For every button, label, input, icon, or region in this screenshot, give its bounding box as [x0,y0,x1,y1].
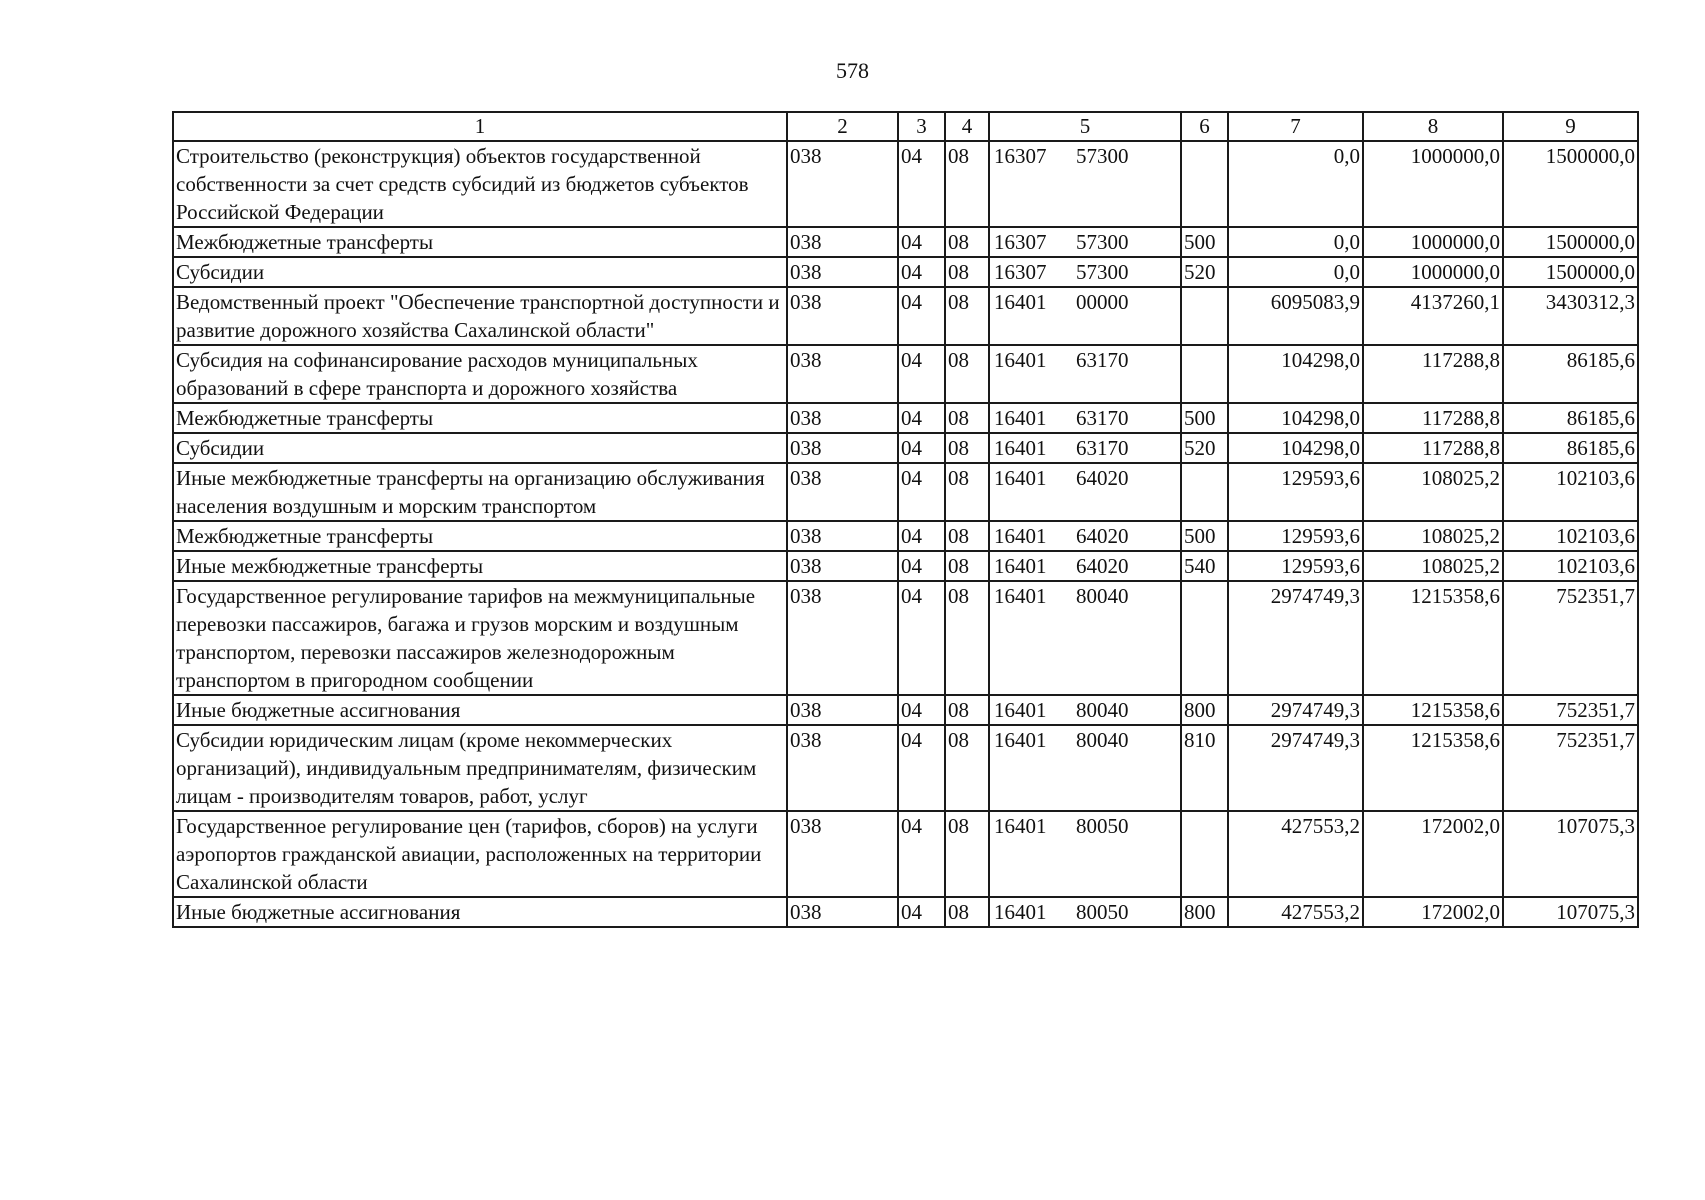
value-col7: 2974749,3 [1228,581,1363,695]
code-subsection: 08 [945,403,989,433]
row-name: Ведомственный проект "Обеспечение транспортной доступности и развитие дорожного хозяйства Сахалинской области" [173,287,787,345]
value-col8: 172002,0 [1363,897,1503,927]
code-admin: 038 [787,521,898,551]
value-col8: 1215358,6 [1363,725,1503,811]
table-row [173,725,1638,811]
value-col9: 752351,7 [1503,725,1638,811]
code-section: 04 [898,897,945,927]
value-col8: 1215358,6 [1363,581,1503,695]
code-target [989,581,1181,695]
value-col8: 108025,2 [1363,551,1503,581]
table-row [173,287,1638,345]
code-section: 04 [898,521,945,551]
code-admin: 038 [787,551,898,581]
value-col8: 1000000,0 [1363,141,1503,227]
budget-table [172,111,1639,928]
table-row [173,257,1638,287]
code-expense-type: 800 [1181,695,1228,725]
table-row [173,463,1638,521]
code-section: 04 [898,695,945,725]
code-target-program: 16401 [994,406,1047,430]
code-target-direction: 00000 [1076,290,1129,314]
column-header: 8 [1363,112,1503,141]
code-admin: 038 [787,463,898,521]
code-subsection: 08 [945,581,989,695]
code-expense-type: 520 [1181,433,1228,463]
code-section: 04 [898,551,945,581]
code-admin: 038 [787,581,898,695]
code-target [989,141,1181,227]
row-name: Межбюджетные трансферты [173,521,787,551]
code-target-direction: 64020 [1076,524,1129,548]
code-subsection: 08 [945,897,989,927]
value-col9: 102103,6 [1503,463,1638,521]
code-target [989,725,1181,811]
table-row [173,521,1638,551]
column-header: 1 [173,112,787,141]
table-row [173,227,1638,257]
code-target-direction: 57300 [1076,260,1129,284]
value-col9: 102103,6 [1503,521,1638,551]
code-admin: 038 [787,695,898,725]
code-target [989,403,1181,433]
value-col7: 427553,2 [1228,811,1363,897]
code-section: 04 [898,141,945,227]
code-target-direction: 63170 [1076,436,1129,460]
code-expense-type [1181,811,1228,897]
code-target-program: 16401 [994,554,1047,578]
table-row [173,811,1638,897]
code-target-direction: 80040 [1076,698,1129,722]
code-target [989,695,1181,725]
value-col7: 129593,6 [1228,521,1363,551]
code-expense-type: 500 [1181,403,1228,433]
column-header: 6 [1181,112,1228,141]
code-subsection: 08 [945,433,989,463]
code-expense-type [1181,345,1228,403]
row-name: Межбюджетные трансферты [173,403,787,433]
code-target-direction: 57300 [1076,144,1129,168]
code-admin: 038 [787,345,898,403]
code-expense-type [1181,287,1228,345]
column-header: 5 [989,112,1181,141]
code-admin: 038 [787,141,898,227]
code-subsection: 08 [945,287,989,345]
row-name: Государственное регулирование цен (тарифов, сборов) на услуги аэропортов гражданской авиации, расположенных на территории Сахалинской области [173,811,787,897]
page-number: 578 [836,58,869,83]
code-target-direction: 80050 [1076,900,1129,924]
code-section: 04 [898,811,945,897]
code-section: 04 [898,227,945,257]
value-col9: 107075,3 [1503,811,1638,897]
code-subsection: 08 [945,227,989,257]
code-target [989,287,1181,345]
value-col9: 1500000,0 [1503,257,1638,287]
code-expense-type [1181,581,1228,695]
value-col9: 102103,6 [1503,551,1638,581]
code-target-program: 16401 [994,436,1047,460]
table-row [173,433,1638,463]
value-col8: 117288,8 [1363,345,1503,403]
table-row [173,581,1638,695]
code-target-direction: 80040 [1076,584,1129,608]
table-row [173,897,1638,927]
value-col7: 0,0 [1228,257,1363,287]
code-target-program: 16401 [994,584,1047,608]
value-col9: 1500000,0 [1503,227,1638,257]
value-col8: 4137260,1 [1363,287,1503,345]
column-header: 7 [1228,112,1363,141]
code-target [989,227,1181,257]
code-subsection: 08 [945,725,989,811]
code-expense-type: 500 [1181,227,1228,257]
code-admin: 038 [787,725,898,811]
code-target [989,521,1181,551]
code-subsection: 08 [945,345,989,403]
value-col8: 172002,0 [1363,811,1503,897]
value-col7: 6095083,9 [1228,287,1363,345]
code-target-program: 16401 [994,900,1047,924]
code-admin: 038 [787,897,898,927]
code-target-direction: 63170 [1076,348,1129,372]
code-target [989,433,1181,463]
code-section: 04 [898,581,945,695]
code-target-direction: 80040 [1076,728,1129,752]
value-col8: 117288,8 [1363,433,1503,463]
code-section: 04 [898,257,945,287]
value-col7: 0,0 [1228,141,1363,227]
code-expense-type: 520 [1181,257,1228,287]
value-col8: 117288,8 [1363,403,1503,433]
code-expense-type: 540 [1181,551,1228,581]
code-section: 04 [898,725,945,811]
table-body [173,141,1638,927]
table-row [173,695,1638,725]
code-subsection: 08 [945,551,989,581]
column-header: 9 [1503,112,1638,141]
code-subsection: 08 [945,521,989,551]
value-col9: 86185,6 [1503,403,1638,433]
code-section: 04 [898,463,945,521]
value-col9: 1500000,0 [1503,141,1638,227]
code-subsection: 08 [945,141,989,227]
row-name: Строительство (реконструкция) объектов государственной собственности за счет средств субсидий из бюджетов субъектов Российской Федерации [173,141,787,227]
column-header: 4 [945,112,989,141]
code-subsection: 08 [945,695,989,725]
code-expense-type [1181,141,1228,227]
row-name: Субсидии [173,257,787,287]
code-target-program: 16401 [994,698,1047,722]
code-target-direction: 57300 [1076,230,1129,254]
value-col9: 86185,6 [1503,433,1638,463]
table-row [173,345,1638,403]
code-admin: 038 [787,257,898,287]
value-col8: 108025,2 [1363,463,1503,521]
value-col8: 1000000,0 [1363,257,1503,287]
code-target-direction: 64020 [1076,466,1129,490]
code-target-program: 16401 [994,524,1047,548]
code-admin: 038 [787,403,898,433]
code-target-program: 16307 [994,144,1047,168]
row-name: Иные межбюджетные трансферты на организацию обслуживания населения воздушным и морским транспортом [173,463,787,521]
code-admin: 038 [787,287,898,345]
row-name: Межбюджетные трансферты [173,227,787,257]
code-target-program: 16401 [994,290,1047,314]
code-admin: 038 [787,811,898,897]
column-header: 3 [898,112,945,141]
code-section: 04 [898,345,945,403]
code-subsection: 08 [945,257,989,287]
code-target-direction: 63170 [1076,406,1129,430]
code-target [989,463,1181,521]
code-target-program: 16307 [994,230,1047,254]
code-expense-type: 800 [1181,897,1228,927]
value-col9: 752351,7 [1503,695,1638,725]
code-target [989,551,1181,581]
value-col7: 104298,0 [1228,345,1363,403]
code-target-program: 16307 [994,260,1047,284]
code-target [989,345,1181,403]
value-col8: 108025,2 [1363,521,1503,551]
row-name: Субсидия на софинансирование расходов муниципальных образований в сфере транспорта и дорожного хозяйства [173,345,787,403]
value-col9: 86185,6 [1503,345,1638,403]
value-col7: 427553,2 [1228,897,1363,927]
table-row [173,141,1638,227]
value-col7: 2974749,3 [1228,695,1363,725]
value-col9: 3430312,3 [1503,287,1638,345]
value-col8: 1215358,6 [1363,695,1503,725]
header-row [173,112,1638,141]
value-col7: 129593,6 [1228,463,1363,521]
code-target [989,897,1181,927]
value-col7: 0,0 [1228,227,1363,257]
row-name: Государственное регулирование тарифов на межмуниципальные перевозки пассажиров, багажа и грузов морским и воздушным транспортом, перевозки пассажиров железнодорожным транспортом в пригородном сообщении [173,581,787,695]
row-name: Иные бюджетные ассигнования [173,897,787,927]
table-row [173,551,1638,581]
code-target-program: 16401 [994,814,1047,838]
code-target [989,257,1181,287]
code-expense-type: 810 [1181,725,1228,811]
value-col7: 2974749,3 [1228,725,1363,811]
value-col7: 104298,0 [1228,403,1363,433]
row-name: Иные межбюджетные трансферты [173,551,787,581]
code-admin: 038 [787,227,898,257]
row-name: Иные бюджетные ассигнования [173,695,787,725]
row-name: Субсидии юридическим лицам (кроме некоммерческих организаций), индивидуальным предпринимателям, физическим лицам - производителям товаров, работ, услуг [173,725,787,811]
code-section: 04 [898,403,945,433]
code-target-direction: 64020 [1076,554,1129,578]
value-col8: 1000000,0 [1363,227,1503,257]
row-name: Субсидии [173,433,787,463]
value-col7: 129593,6 [1228,551,1363,581]
code-target-program: 16401 [994,728,1047,752]
table-row [173,403,1638,433]
code-subsection: 08 [945,811,989,897]
code-target-program: 16401 [994,466,1047,490]
code-target [989,811,1181,897]
value-col9: 107075,3 [1503,897,1638,927]
code-expense-type: 500 [1181,521,1228,551]
code-target-program: 16401 [994,348,1047,372]
value-col9: 752351,7 [1503,581,1638,695]
code-section: 04 [898,433,945,463]
column-header: 2 [787,112,898,141]
code-subsection: 08 [945,463,989,521]
code-section: 04 [898,287,945,345]
code-target-direction: 80050 [1076,814,1129,838]
value-col7: 104298,0 [1228,433,1363,463]
code-expense-type [1181,463,1228,521]
code-admin: 038 [787,433,898,463]
